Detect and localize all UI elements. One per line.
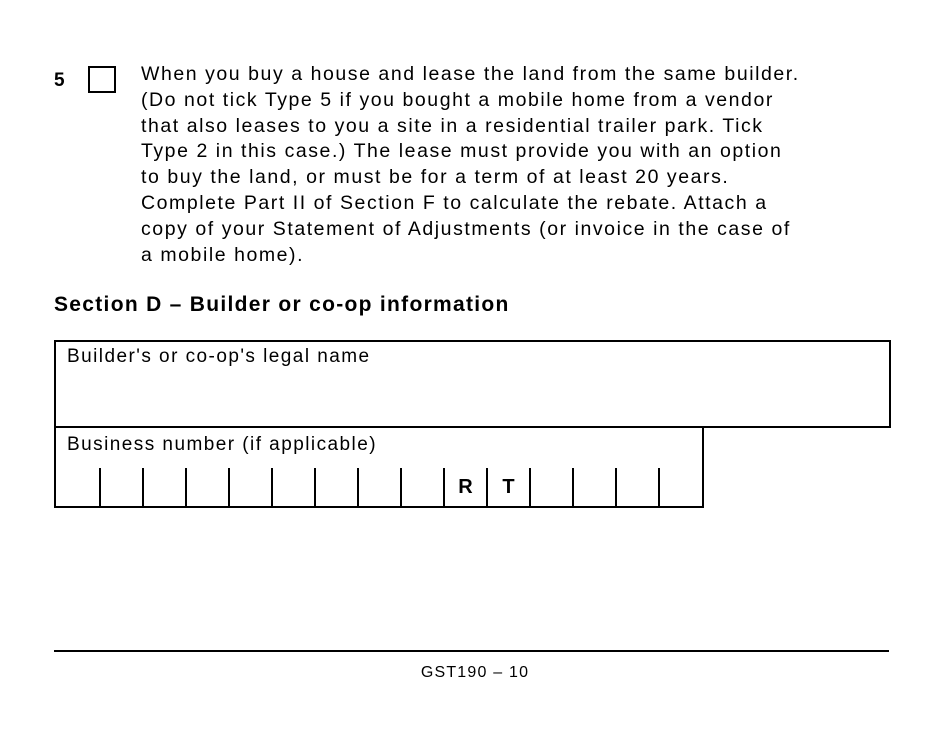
type-5-checkbox[interactable] xyxy=(88,66,116,93)
bn-cell-t: T xyxy=(486,468,529,506)
section-d-heading: Section D – Builder or co-op information xyxy=(54,293,510,316)
bn-cell[interactable] xyxy=(185,468,228,506)
bn-cell[interactable] xyxy=(56,468,99,506)
bn-cell-r: R xyxy=(443,468,486,506)
business-number-label: Business number (if applicable) xyxy=(67,434,378,455)
bn-cell[interactable] xyxy=(271,468,314,506)
description-line: that also leases to you a site in a residential trailer park. Tick xyxy=(141,114,764,137)
bn-cell[interactable] xyxy=(314,468,357,506)
legal-name-field[interactable] xyxy=(64,378,883,420)
description-line: When you buy a house and lease the land from the same builder. xyxy=(141,63,800,85)
legal-name-label: Builder's or co-op's legal name xyxy=(67,346,371,367)
description-line: Type 2 in this case.) The lease must provide you with an option xyxy=(141,140,783,163)
legal-name-box xyxy=(54,340,891,428)
description-line: copy of your Statement of Adjustments (or invoice in the case of xyxy=(141,217,791,240)
footer-rule xyxy=(54,650,889,652)
bn-cell[interactable] xyxy=(99,468,142,506)
description-line: Complete Part II of Section F to calculate the rebate. Attach a xyxy=(141,191,768,214)
page-footer: GST190 – 10 xyxy=(420,664,530,681)
business-number-box xyxy=(54,428,704,508)
bn-cell[interactable] xyxy=(658,468,701,506)
bn-cell[interactable] xyxy=(572,468,615,506)
business-number-cells xyxy=(56,468,702,506)
bn-cell[interactable] xyxy=(400,468,443,506)
type-5-number: 5 xyxy=(54,70,65,91)
bn-cell[interactable] xyxy=(357,468,400,506)
description-line: (Do not tick Type 5 if you bought a mobile home from a vendor xyxy=(141,88,774,111)
bn-cell[interactable] xyxy=(142,468,185,506)
description-line: a mobile home). xyxy=(141,243,305,266)
type-5-description xyxy=(141,62,901,268)
bn-cell[interactable] xyxy=(529,468,572,506)
bn-cell[interactable] xyxy=(615,468,658,506)
description-line: to buy the land, or must be for a term of at least 20 years. xyxy=(141,166,730,189)
bn-cell[interactable] xyxy=(228,468,271,506)
